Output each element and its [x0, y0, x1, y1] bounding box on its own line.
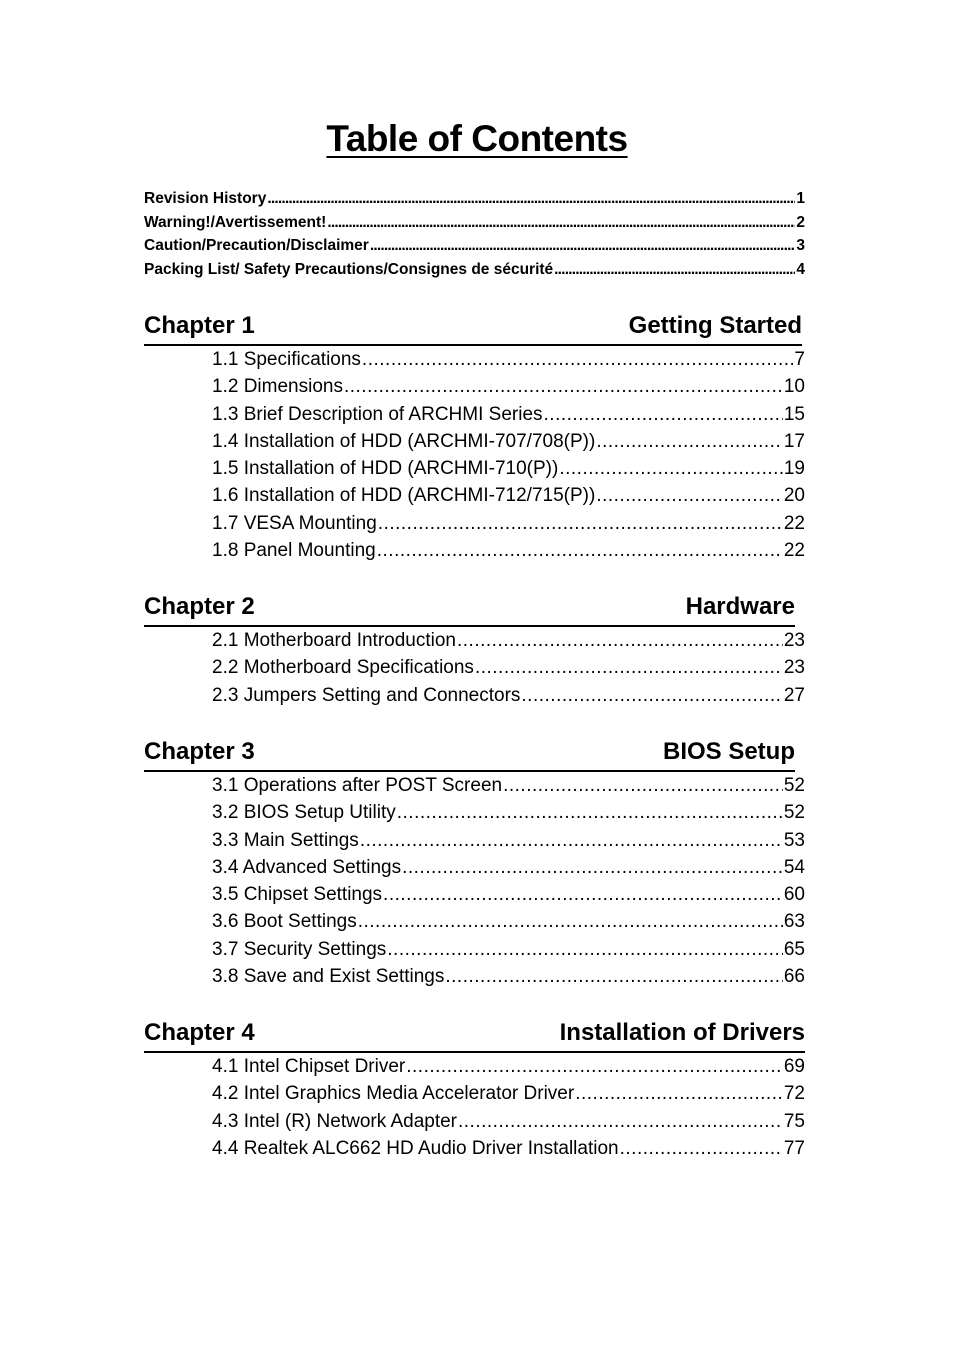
dot-leader [575, 1083, 783, 1105]
dot-leader [620, 1138, 783, 1160]
dot-leader [327, 214, 795, 232]
toc-entry-page: 52 [783, 802, 805, 824]
toc-entry-label: 3.4 Advanced Settings [212, 856, 402, 878]
toc-entry-label: 3.7 Security Settings [212, 938, 387, 960]
dot-leader [406, 1056, 783, 1078]
toc-entry-page: 63 [783, 911, 805, 933]
toc-entry-page: 65 [783, 938, 805, 960]
toc-entry-label: 4.1 Intel Chipset Driver [212, 1056, 406, 1077]
chapter-heading[interactable] [144, 312, 802, 346]
toc-entry[interactable] [212, 431, 805, 458]
dot-leader [596, 431, 783, 453]
dot-leader [397, 802, 783, 824]
toc-entry-page: 17 [783, 430, 805, 452]
toc-entry-label: 3.1 Operations after POST Screen [212, 775, 503, 796]
toc-entry-label: 4.2 Intel Graphics Media Accelerator Driver [212, 1083, 575, 1105]
toc-entry-page: 66 [783, 966, 805, 988]
chapter-heading[interactable] [144, 738, 795, 772]
toc-entry-label: 3.3 Main Settings [212, 829, 359, 851]
dot-leader [370, 237, 796, 255]
toc-entry-label: 1.5 Installation of HDD (ARCHMI-710(P)) [212, 458, 559, 480]
dot-leader [458, 1111, 783, 1133]
toc-entry-label: 1.2 Dimensions [212, 376, 343, 398]
dot-leader [402, 857, 783, 879]
toc-entry-page: 27 [783, 684, 805, 706]
toc-entry-page: 77 [783, 1137, 805, 1159]
toc-entry[interactable] [212, 349, 805, 376]
chapter-entries [212, 1056, 805, 1165]
toc-entry-page: 20 [783, 485, 805, 507]
toc-entry-page: 15 [783, 403, 805, 425]
chapter-name: BIOS Setup [662, 738, 795, 765]
toc-entry-label: 4.3 Intel (R) Network Adapter [212, 1110, 457, 1132]
toc-entry-page: 19 [783, 458, 805, 480]
dot-leader [387, 939, 783, 961]
toc-entry-page: 3 [796, 237, 805, 255]
chapter-2-section [144, 593, 805, 712]
toc-entry-label: 3.5 Chipset Settings [212, 884, 383, 906]
dot-leader [559, 458, 783, 480]
toc-entry-label: 4.4 Realtek ALC662 HD Audio Driver Installation [212, 1137, 619, 1159]
toc-entry[interactable] [212, 1083, 805, 1110]
toc-entry[interactable] [212, 939, 805, 966]
toc-entry[interactable] [144, 261, 805, 285]
dot-leader [503, 775, 783, 797]
toc-entry-label: 3.2 BIOS Setup Utility [212, 802, 396, 824]
toc-entry-label: 1.4 Installation of HDD (ARCHMI-707/708(P)) [212, 430, 596, 452]
toc-entry-label: 3.6 Boot Settings [212, 911, 357, 933]
toc-entry[interactable] [212, 830, 805, 857]
toc-entry[interactable] [212, 802, 805, 829]
dot-leader [475, 657, 783, 679]
toc-entry-page: 2 [796, 213, 805, 231]
toc-entry[interactable] [212, 911, 805, 938]
toc-entry[interactable] [212, 540, 805, 567]
toc-entry-page: 1 [796, 190, 805, 207]
toc-entry[interactable] [212, 685, 805, 712]
toc-entry[interactable] [144, 190, 805, 214]
chapter-heading[interactable] [144, 1019, 805, 1053]
toc-entry[interactable] [212, 485, 805, 512]
dot-leader [377, 540, 783, 562]
toc-entry[interactable] [212, 966, 805, 993]
toc-entry[interactable] [212, 458, 805, 485]
toc-entry[interactable] [212, 513, 805, 540]
toc-entry-label: 1.1 Specifications [212, 349, 361, 370]
toc-entry-page: 10 [783, 376, 805, 398]
toc-entry[interactable] [212, 857, 805, 884]
toc-entry-page: 4 [796, 261, 805, 279]
toc-entry[interactable] [212, 404, 805, 431]
toc-entry-page: 52 [783, 775, 805, 796]
dot-leader [267, 190, 795, 208]
toc-entry[interactable] [212, 657, 805, 684]
toc-entry-label: 2.2 Motherboard Specifications [212, 657, 474, 679]
toc-entry-label: 1.7 VESA Mounting [212, 512, 377, 534]
toc-entry-label: 3.8 Save and Exist Settings [212, 966, 445, 988]
toc-entry-page: 69 [783, 1056, 805, 1077]
toc-entry[interactable] [212, 775, 805, 802]
toc-entry[interactable] [212, 630, 805, 657]
toc-entry-page: 72 [783, 1083, 805, 1105]
toc-entry-page: 23 [783, 630, 805, 651]
dot-leader [596, 485, 783, 507]
dot-leader [362, 349, 794, 371]
toc-entry-label: Warning!/Avertissement! [144, 213, 327, 231]
toc-entry[interactable] [212, 376, 805, 403]
chapter-3-section [144, 738, 805, 993]
dot-leader [344, 376, 783, 398]
toc-entry-page: 54 [783, 856, 805, 878]
chapter-name: Installation of Drivers [559, 1019, 805, 1046]
toc-entry[interactable] [144, 237, 805, 261]
dot-leader [360, 830, 783, 852]
toc-entry-label: 1.6 Installation of HDD (ARCHMI-712/715(P)) [212, 485, 596, 507]
dot-leader [445, 966, 782, 988]
toc-entry[interactable] [212, 884, 805, 911]
toc-title-wrap [0, 118, 954, 160]
toc-entry-label: 1.3 Brief Description of ARCHMI Series [212, 403, 543, 425]
toc-entry-page: 75 [783, 1110, 805, 1132]
toc-entry-label: 2.1 Motherboard Introduction [212, 630, 456, 651]
chapter-heading[interactable] [144, 593, 795, 627]
chapter-number: Chapter 2 [144, 593, 255, 620]
dot-leader [383, 884, 783, 906]
chapter-number: Chapter 3 [144, 738, 255, 765]
dot-leader [521, 685, 782, 707]
chapter-1-section [144, 312, 805, 567]
toc-entry-label: Revision History [144, 190, 267, 207]
toc-entry-label: Caution/Precaution/Disclaimer [144, 237, 369, 255]
chapter-number: Chapter 1 [144, 312, 255, 339]
chapter-entries [212, 349, 805, 567]
toc-entry-page: 7 [794, 349, 805, 370]
toc-entry-label: Packing List/ Safety Precautions/Consignes de sécurité [144, 261, 554, 279]
toc-entry[interactable] [212, 1111, 805, 1138]
toc-entry-label: 1.8 Panel Mounting [212, 540, 376, 562]
dot-leader [457, 630, 783, 652]
toc-entry-page: 23 [783, 657, 805, 679]
chapter-number: Chapter 4 [144, 1019, 255, 1046]
dot-leader [358, 911, 783, 933]
chapter-name: Hardware [685, 593, 795, 620]
toc-entry-page: 22 [783, 540, 805, 562]
toc-entry[interactable] [144, 214, 805, 238]
dot-leader [544, 404, 783, 426]
dot-leader [554, 261, 795, 279]
chapter-4-section [144, 1019, 805, 1165]
toc-entry[interactable] [212, 1056, 805, 1083]
front-matter-list [144, 190, 805, 285]
toc-entry-page: 53 [783, 829, 805, 851]
chapter-entries [212, 630, 805, 712]
toc-entry[interactable] [212, 1138, 805, 1165]
chapter-entries [212, 775, 805, 993]
toc-entry-page: 22 [783, 512, 805, 534]
toc-entry-page: 60 [783, 884, 805, 906]
page-title: Table of Contents [326, 118, 628, 159]
chapter-name: Getting Started [628, 312, 802, 339]
toc-entry-label: 2.3 Jumpers Setting and Connectors [212, 684, 521, 706]
dot-leader [378, 513, 783, 535]
